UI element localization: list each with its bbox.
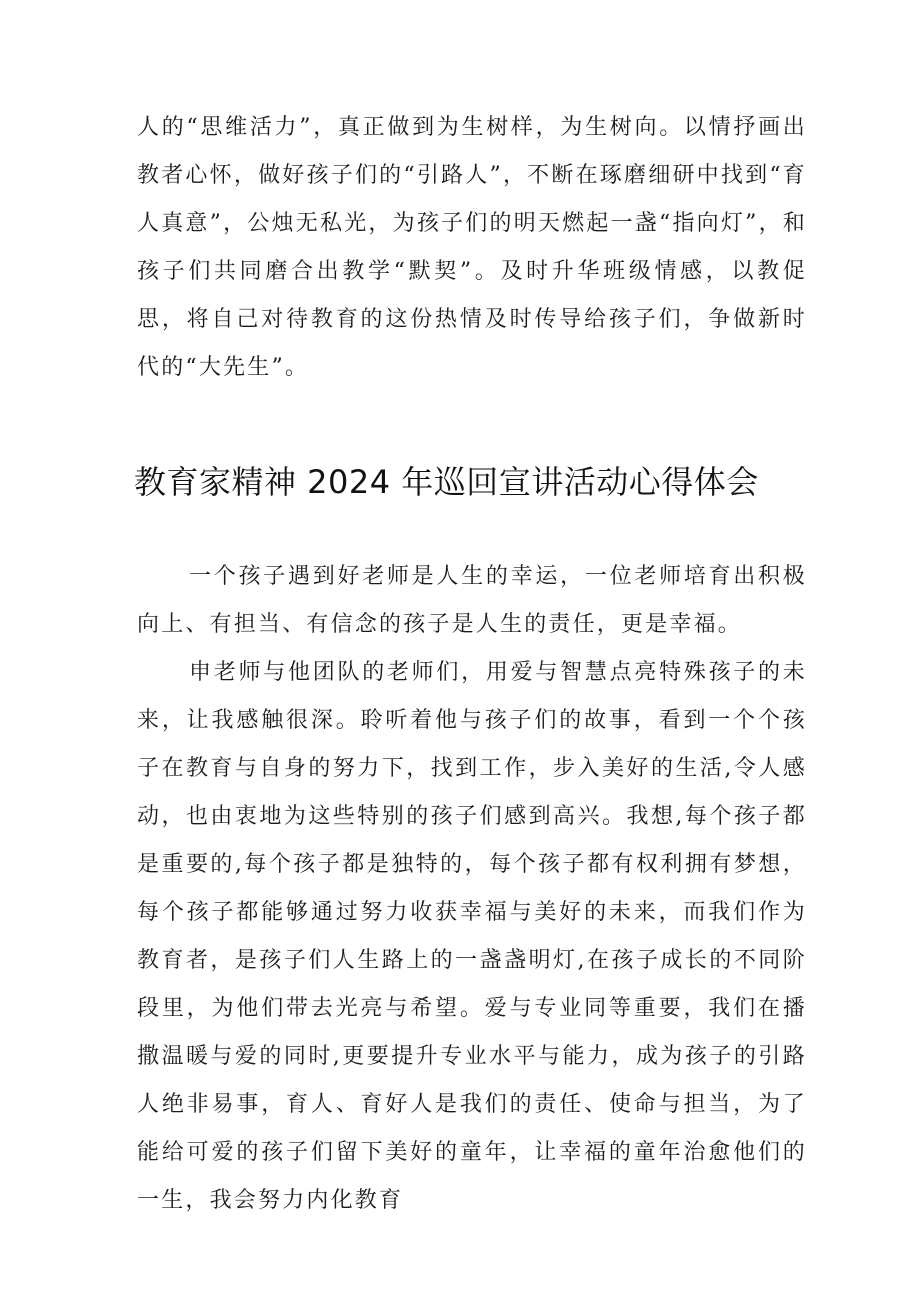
body-paragraph: 一个孩子遇到好老师是人生的幸运，一位老师培育出积极向上、有担当、有信念的孩子是人生的责任，更是幸福。 [137, 564, 807, 637]
body-paragraph: 申老师与他团队的老师们，用爱与智慧点亮特殊孩子的未来，让我感触很深。聆听着他与孩子们的故事，看到一个个孩子在教育与自身的努力下，找到工作，步入美好的生活,令人感动，也由衷地为这些特别的孩子们感到高兴。我想,每个孩子都是重要的,每个孩子都是独特的，每个孩子都有权利拥有梦想，每个孩子都能够通过努力收获幸福与美好的未来，而我们作为教育者，是孩子们人生路上的一盏盏明灯,在孩子成长的不同阶段里，为他们带去光亮与希望。爱与专业同等重要，我们在播撒温暖与爱的同时,更要提升专业水平与能力，成为孩子的引路人绝非易事，育人、育好人是我们的责任、使命与担当，为了能给可爱的孩子们留下美好的童年，让幸福的童年治愈他们的一生，我会努力内化教育 [137, 660, 807, 1213]
section-heading: 教育家精神 2024 年巡回宣讲活动心得体会 [134, 463, 759, 501]
intro-paragraph: 人的“思维活力”，真正做到为生树样，为生树向。以情抒画出教者心怀，做好孩子们的“引路人”，不断在琢磨细研中找到“育人真意”，公烛无私光，为孩子们的明天燃起一盏“指向灯”，和孩子们共同磨合出教学“默契”。及时升华班级情感，以教促思，将自己对待教育的这份热情及时传导给孩子们，争做新时代的“大先生”。 [137, 115, 807, 380]
